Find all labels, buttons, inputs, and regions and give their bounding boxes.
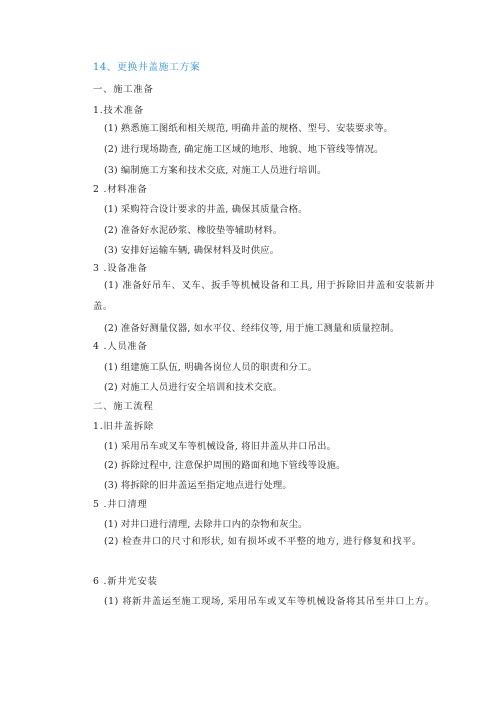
paragraph: (2) 检查井口的尺寸和形状, 如有损坏或不平整的地方, 进行修复和找平。 bbox=[104, 536, 422, 547]
subsection-heading: 5 .井口清理 bbox=[93, 499, 148, 510]
paragraph: (1) 采购符合设计要求的井盖, 确保其质量合格。 bbox=[104, 204, 308, 215]
subsection-heading: 2 .材料准备 bbox=[93, 184, 148, 195]
subsection-heading: 3 .设备准备 bbox=[93, 263, 148, 274]
section-heading: 二、施工流程 bbox=[93, 401, 154, 412]
subsection-heading: 4 .人员准备 bbox=[93, 341, 148, 352]
paragraph: (1) 将新井盖运至施工现场, 采用吊车或叉车等机械设备将其吊至井口上方。 bbox=[104, 596, 435, 607]
paragraph: (3) 编制施工方案和技术交底, 对施工人员进行培训。 bbox=[104, 165, 327, 176]
paragraph: (1) 组建施工队伍, 明确各岗位人员的职责和分工。 bbox=[104, 362, 318, 373]
paragraph: (1) 采用吊车或叉车等机械设备, 将旧井盖从井口吊出。 bbox=[104, 441, 337, 452]
paragraph: (1) 对井口进行清理, 去除井口内的杂物和灰尘。 bbox=[104, 519, 308, 530]
subsection-heading: 1.技术准备 bbox=[93, 105, 144, 116]
paragraph: (2) 对施工人员进行安全培训和技术交底。 bbox=[104, 382, 283, 393]
subsection-heading: 6 .新井光安装 bbox=[93, 576, 158, 587]
paragraph: (3) 将拆除的旧井盖运至指定地点进行处理。 bbox=[104, 480, 292, 491]
section-heading: 一、施工准备 bbox=[93, 84, 154, 95]
paragraph: (1) 熟悉施工图纸和相关规范, 明确井盖的规格、型号、安装要求等。 bbox=[104, 123, 394, 134]
paragraph: (2) 准备好测量仪器, 如水平仪、经纬仪等, 用于施工测量和质量控制。 bbox=[104, 323, 400, 334]
document-title: 14、更换井盖施工方案 bbox=[93, 62, 201, 73]
paragraph: (2) 进行现场勘查, 确定施工区域的地形、地貌、地下管线等情况。 bbox=[104, 144, 384, 155]
subsection-heading: 1.旧井盖拆除 bbox=[93, 421, 154, 432]
paragraph: (2) 准备好水泥砂浆、橡胶垫等辅助材料。 bbox=[104, 225, 283, 236]
paragraph: (1) 准备好吊车、叉车、扳手等机械设备和工具, 用于拆除旧井盖和安装新井盖。 bbox=[93, 280, 435, 312]
paragraph: (2) 拆除过程中, 注意保护周围的路面和地下管线等设施。 bbox=[104, 460, 346, 471]
paragraph: (3) 安排好运输车辆, 确保材料及时供应。 bbox=[104, 245, 280, 256]
